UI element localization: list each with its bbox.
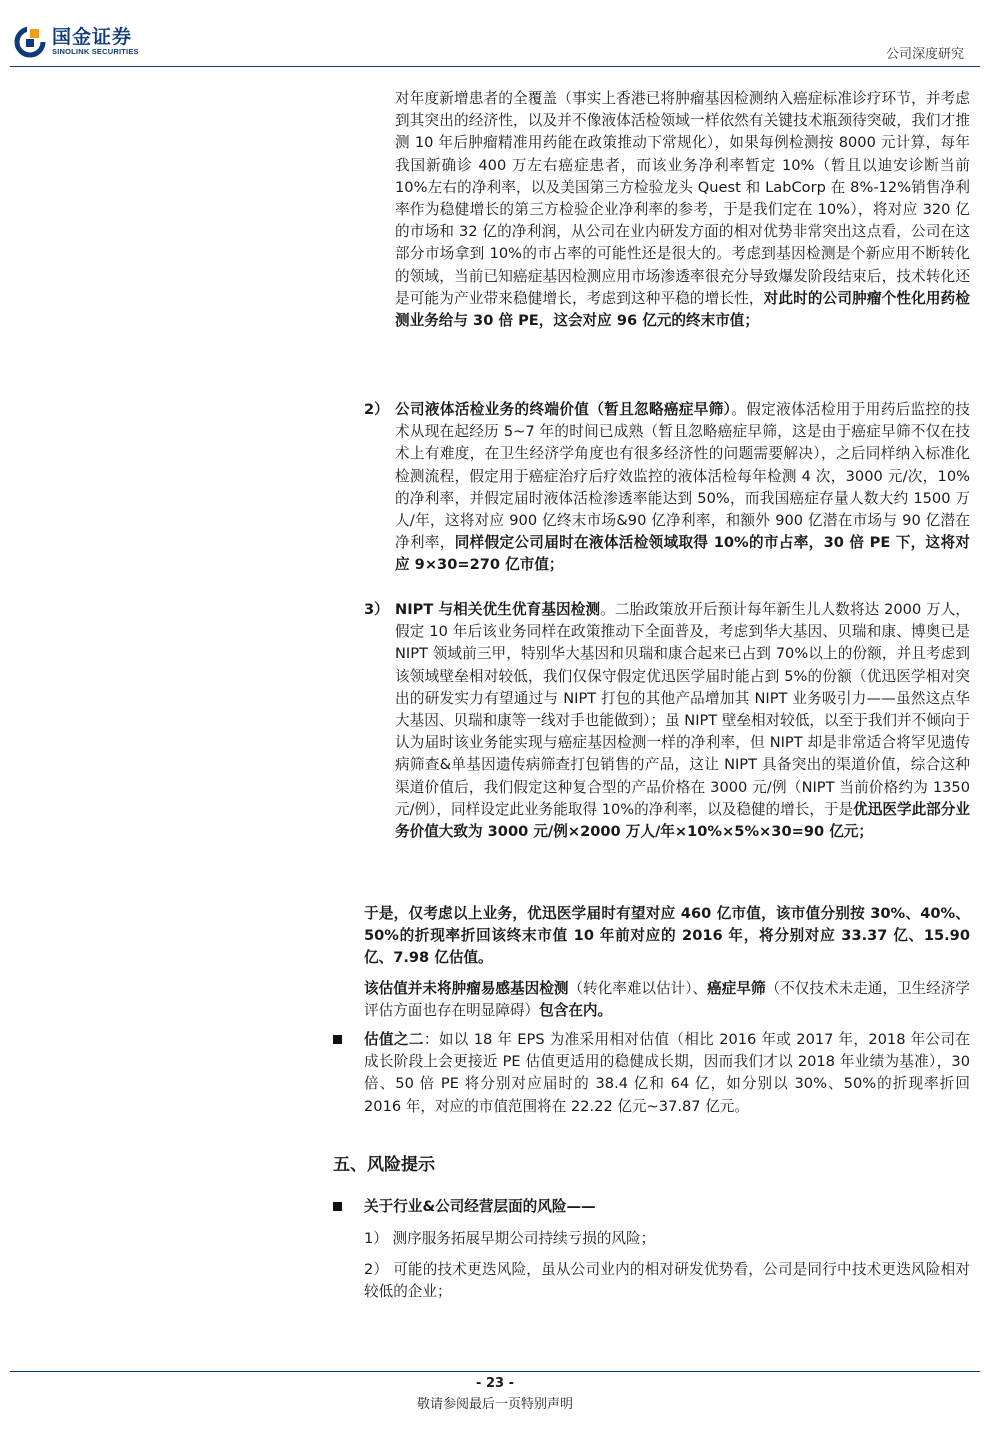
- bullet-square-icon: [333, 1035, 342, 1044]
- sinolink-logo-icon: [14, 26, 46, 58]
- note-text-2: （不仅技术未走通，卫生经济学评估方面也存在明显障碍）: [364, 980, 970, 1020]
- logo-chinese-name: 国金证券: [52, 26, 133, 48]
- list-item-text: 。假定液体活检用于用药后监控的技术从现在起经历 5~7 年的时间已成熟（暂且忽略癌症早筛，这是由于癌症早筛不仅在技术上有难度，在卫生经济学角度也有很多经济性的问题需要解决），之后同样纳入标准化检测流程，假定用于癌症治疗后疗效监控的液体活检每年检测 4 次，3000 元/次，10%的净利率，并假定届时液体活检渗透率能达到 50%，而我国癌症存量人数大约 1500 万人/年，这将对应 900 亿终末市场&90 亿净利率，和额外 900 亿潜在市场与 90 亿潜在净利率，: [395, 401, 970, 552]
- logo-wordmark: [52, 27, 139, 57]
- paragraph-conclusion: 对此时的公司肿瘤个性化用药检测业务给与 30 倍 PE，这会对应 96 亿元的终末市值；: [395, 289, 970, 330]
- risk-item-1: 1） 测序服务拓展早期公司持续亏损的风险；: [364, 1230, 656, 1247]
- list-number-2: 2）: [364, 401, 389, 418]
- list-item-heading: NIPT 与相关优生优育基因检测: [395, 601, 601, 618]
- valuation-two-heading: 估值之二: [364, 1031, 424, 1048]
- page-header: [0, 0, 990, 70]
- list-item-heading: 公司液体活检业务的终端价值（暂且忽略癌症早筛）: [395, 401, 732, 418]
- footer-divider: [10, 1371, 980, 1372]
- note-bold-1: 该估值并未将肿瘤易感基因检测: [364, 980, 569, 997]
- risk-heading: [364, 1196, 970, 1218]
- note-bold-3: 包含在内。: [539, 1002, 613, 1020]
- list-item-nipt: [395, 599, 970, 843]
- list-item-conclusion: 优迅医学此部分业务价值大致为 3000 元/例×2000 万人/年×10%×5%×30=90 亿元；: [395, 800, 970, 841]
- header-divider: [10, 66, 980, 67]
- list-item-text: 。二胎政策放开后预计每年新生儿人数将达 2000 万人，假定 10 年后该业务同样在政策推动下全面普及，考虑到华大基因、贝瑞和康、博奥已是 NIPT 领域前三甲，特别华大基因和贝瑞和康合起来已占到 70%以上的份额，并且考虑到该领域壁垒相对较低，我们仅保守假定优迅医学届时能占到 5%的份额（优迅医学相对突出的研发实力有望通过与 NIPT 打包的其他产品增加其 NIPT 业务吸引力——虽然这点华大基因、贝瑞和康等一线对手也能做到）；虽 NIPT 壁垒相对较低，以至于我们并不倾向于认为届时该业务能实现与癌症基因检测一样的净利率，但 NIPT 却是非常适合将罕见遗传病筛查&单基因遗传病筛查打包销售的产品，这让 NIPT 具备突出的渠道价值，综合这种渠道价值后，我们假定这种复合型的产品价格在 3000 元/例（NIPT 当前价格约为 1350 元/例），同样设定此业务能取得 10%的净利率，以及稳健的增长，于是: [395, 601, 970, 818]
- paragraph-valuation-note: [364, 978, 970, 1022]
- summary-text: 于是，仅考虑以上业务，优迅医学届时有望对应 460 亿市值，该市值分别按 30%、40%、50%的折现率折回该终末市值 10 年前对应的 2016 年，将分别对应 33.37 亿、15.90 亿、7.98 亿估值。: [364, 905, 970, 967]
- logo-english-name: SINOLINK SECURITIES: [52, 47, 139, 56]
- paragraph-valuation-summary: [364, 903, 970, 970]
- risk-item-2: 2） 可能的技术更迭风险，虽从公司业内的相对研发优势看，公司是同行中技术更迭风险相对较低的企业；: [364, 1261, 970, 1301]
- list-number-3: 3）: [364, 601, 389, 618]
- list-item-conclusion: 同样假定公司届时在液体活检领域取得 10%的市占率，30 倍 PE 下，这将对应 9×30=270 亿市值；: [395, 534, 970, 574]
- paragraph-text: 对年度新增患者的全覆盖（事实上香港已将肿瘤基因检测纳入癌症标准诊疗环节，并考虑到其突出的经济性，以及并不像液体活检领域一样依然有关键技术瓶颈待突破，我们才推测 10 年后肿瘤精准用药能在政策推动下常规化），如果每例检测按 8000 元计算，每年我国新确诊 400 万左右癌症患者，而该业务净利率暂定 10%（暂且以迪安诊断当前 10%左右的净利率，以及美国第三方检验龙头 Quest 和 LabCorp 在 8%-12%销售净利率作为稳健增长的第三方检验企业净利率的参考，于是我们定在 10%），将对应 320 亿的市场和 32 亿的净利润，从公司在业内研发方面的相对优势非常突出这点看，公司在这部分市场拿到 10%的市占率的可能性还是很大的。考虑到基因检测是个新应用不断转化的领域，当前已知癌症基因检测应用市场渗透率很充分导致爆发阶段结束后，技术转化还是可能为产业带来稳健增长，考虑到这种平稳的增长性，: [395, 90, 970, 307]
- sinolink-logo: [14, 26, 139, 58]
- list-item-liquid-biopsy: [395, 399, 970, 577]
- page-number: - 23 -: [476, 1376, 514, 1391]
- bullet-square-icon: [333, 1202, 342, 1211]
- risk-heading-text: 关于行业&公司经营层面的风险——: [364, 1198, 596, 1215]
- note-bold-2: 癌症早筛: [707, 980, 766, 997]
- footer-disclaimer: 敬请参阅最后一页特别声明: [416, 1397, 573, 1412]
- section-heading-risks: 五、风险提示: [333, 1155, 435, 1175]
- paragraph-tumor-testing-value: [395, 88, 970, 332]
- valuation-two-text: ：如以 18 年 EPS 为准采用相对估值（相比 2016 年或 2017 年，2018 年公司在成长阶段上会更接近 PE 估值更适用的稳健成长期，因而我们才以 2018 年业绩为基准），30 倍、50 倍 PE 将分别对应届时的 38.4 亿和 64 亿，如分别以 30%、50%的折现率折回 2016 年，对应的市值范围将在 22.22 亿元~37.87 亿元。: [364, 1031, 970, 1115]
- paragraph-valuation-two: [364, 1029, 970, 1118]
- note-text-1: （转化率难以估计）、: [568, 980, 708, 997]
- report-type-label: 公司深度研究: [885, 47, 964, 62]
